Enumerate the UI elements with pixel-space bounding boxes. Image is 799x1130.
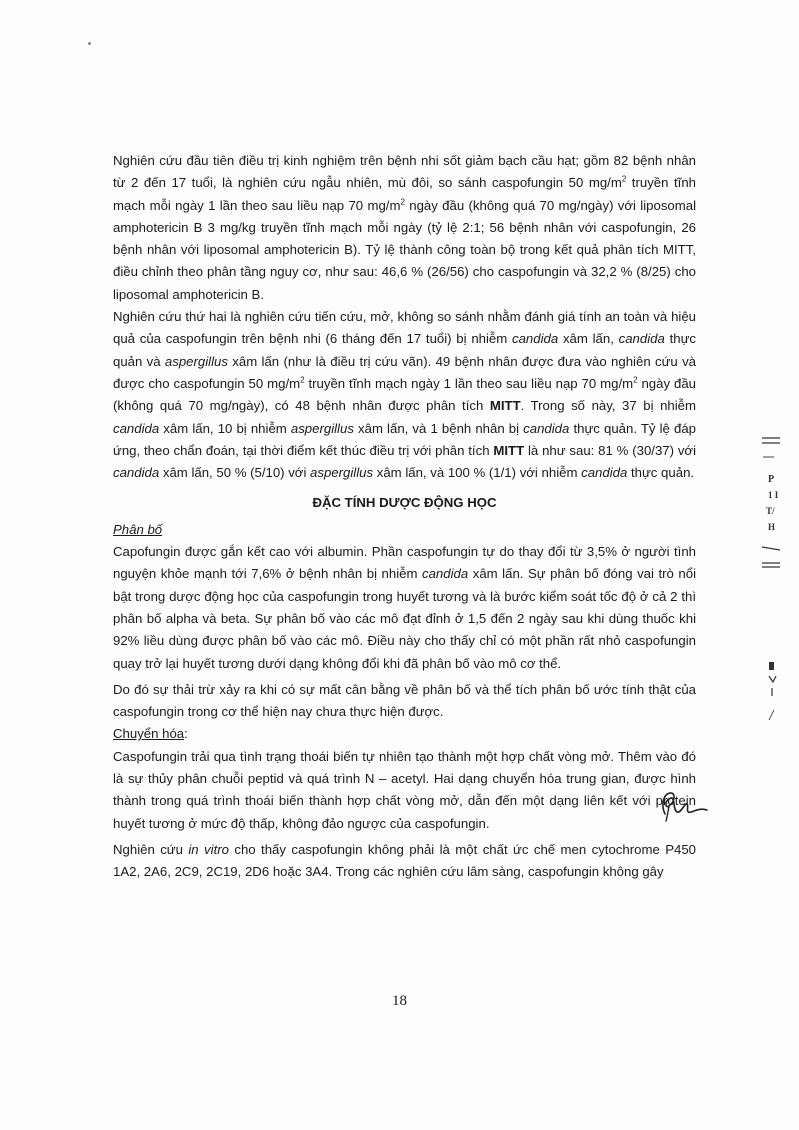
margin-mark-1: 1 I xyxy=(768,490,779,500)
section-heading-pharmacokinetics: ĐẶC TÍNH DƯỢC ĐỘNG HỌC xyxy=(312,495,497,511)
scan-speck xyxy=(88,42,91,45)
subheading-distribution: Phân bố xyxy=(113,521,163,537)
paragraph-distribution: Capofungin được gắn kết cao với albumin. Phần caspofungin tự do thay đổi từ 3,5% ở người tình nguyện khỏe mạnh tới 7,6% ở bệnh nhân bị nhiễm candida xâm lấn. Sự phân bố đóng vai trò nổi bật trong dược động học của caspofungin trong huyết tương và là bước kiểm soát tốc độ ở cả 2 thì phân bố alpha và beta. Sự phân bố vào các mô đạt đỉnh ở 1,5 đến 2 ngày sau khi dùng thuốc khi 92% liều dùng được phân bố vào các mô. Điều này cho thấy chỉ có một phần rất nhỏ caspofungin quay trở lại huyết tương dưới dạng không đổi khi đã phân bố vào mô cơ thể. xyxy=(113,544,696,671)
handwritten-signature-icon xyxy=(655,788,711,824)
document-body xyxy=(113,150,696,884)
subheading-metabolism: Chuyển hóa: xyxy=(113,726,188,742)
paragraph-elimination: Do đó sự thải trừ xảy ra khi có sự mất cân bằng về phân bố và thể tích phân bố ước tính thật của caspofungin trong cơ thể hiện nay chưa thực hiện được. xyxy=(113,681,696,720)
paragraph-in-vitro: Nghiên cứu in vitro cho thấy caspofungin không phải là một chất ức chế men cytochrome P450 1A2, 2A6, 2C9, 2C19, 2D6 hoặc 3A4. Trong các nghiên cứu lâm sàng, caspofungin không gây xyxy=(113,841,696,880)
paragraph-second-study: Nghiên cứu thứ hai là nghiên cứu tiến cứu, mở, không so sánh nhằm đánh giá tính an toàn và hiệu quả của caspofungin trên bệnh nhi (6 tháng đến 17 tuổi) bị nhiễm candida xâm lấn, candida thực quản và aspergillus xâm lấn (như là điều trị cứu vãn). 49 bệnh nhân được đưa vào nghiên cứu và được cho caspofungin 50 $mg/m^2$ truyền tĩnh mạch ngày 1 lần theo sau liều nạp 70 $mg/m^2$ ngày đầu (không quá 70 mg/ngày), có 48 bệnh nhân được phân tích MITT. Trong số này, 37 bị nhiễm candida xâm lấn, 10 bị nhiễm aspergillus xâm lấn, và 1 bệnh nhân bị candida thực quản. Tỷ lệ đáp ứng, theo chẩn đoán, tại thời điểm kết thúc điều trị với phân tích MITT là như sau: 81 % (30/37) với candida xâm lấn, 50 % (5/10) với aspergillus xâm lấn, và 100 % (1/1) với nhiễm candida thực quản. xyxy=(113,309,697,481)
scan-margin-marks xyxy=(760,430,790,760)
page-number: 18 xyxy=(392,993,407,1009)
paragraph-first-study: Nghiên cứu đầu tiên điều trị kinh nghiệm trên bệnh nhi sốt giảm bạch cầu hạt; gồm 82 bệnh nhân từ 2 đến 17 tuổi, là nghiên cứu ngẫu nhiên, mù đôi, so sánh caspofungin 50 $mg/m^2$ truyền tĩnh mạch mỗi ngày 1 lần theo sau liều nạp 70 $mg/m^2$ ngày đầu (không quá 70 mg/ngày) với liposomal amphotericin B 3 mg/kg truyền tĩnh mạch mỗi ngày (tỷ lệ 2:1; 56 bệnh nhân với caspofungin, 26 bệnh nhân với liposomal amphotericin B). Tỷ lệ thành công toàn bộ trong kết quả phân tích MITT, điều chỉnh theo phân tầng nguy cơ, như sau: 46,6 % (26/56) cho caspofungin và 32,2 % (8/25) cho liposomal amphotericin B. xyxy=(113,153,696,302)
margin-mark-t: T/ xyxy=(766,506,775,516)
margin-mark-p: P xyxy=(768,474,775,485)
margin-mark-h: H xyxy=(768,522,776,532)
paragraph-metabolism: Caspofungin trải qua tình trạng thoái biến tự nhiên tạo thành một hợp chất vòng mở. Thêm vào đó là sự thủy phân chuỗi peptid và quá trình N – acetyl. Hai dạng chuyển hóa trung gian, được hình thành trong quá trình thoái biến thành hợp chất vòng mở, dẫn đến một dạng liên kết với protein huyết tương ở mức độ thấp, không đảo ngược của caspofungin. xyxy=(113,748,696,831)
